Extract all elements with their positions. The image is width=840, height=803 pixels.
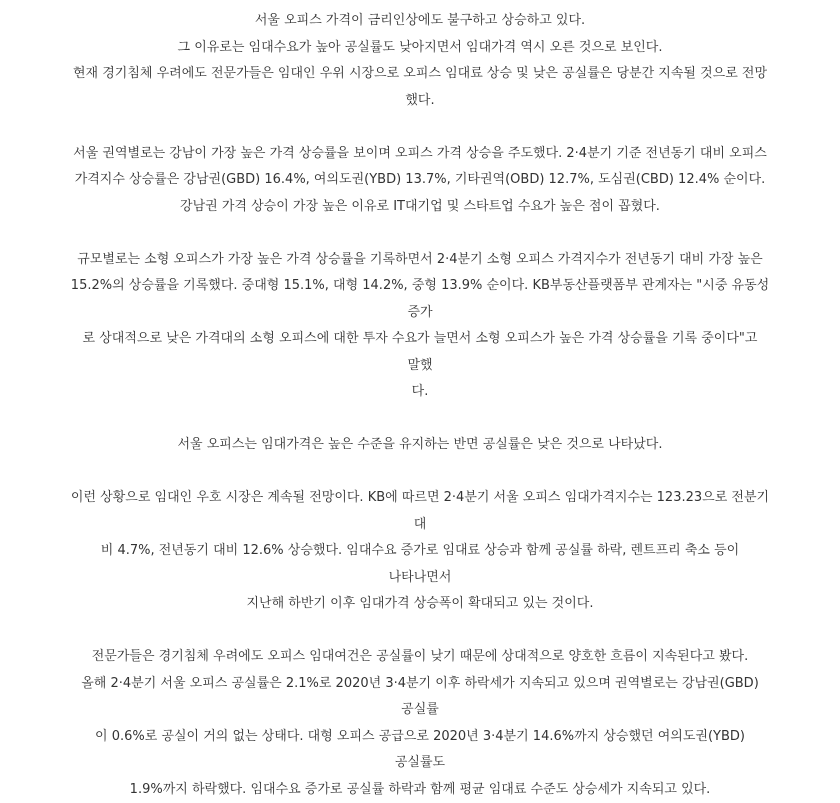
paragraph-gap — [70, 459, 770, 486]
article-line: 가격지수 상승률은 강남권(GBD) 16.4%, 여의도권(YBD) 13.7%, 기타권역(OBD) 12.7%, 도심권(CBD) 12.4% 순이다. — [70, 167, 770, 194]
article-line: 서울 오피스 가격이 금리인상에도 불구하고 상승하고 있다. — [70, 8, 770, 35]
article-line: 서울 오피스는 임대가격은 높은 수준을 유지하는 반면 공실률은 낮은 것으로 나타났다. — [70, 432, 770, 459]
article-line: 비 4.7%, 전년동기 대비 12.6% 상승했다. 임대수요 증가로 임대료 상승과 함께 공실률 하락, 렌트프리 축소 등이 나타나면서 — [70, 538, 770, 591]
paragraph-gap — [70, 618, 770, 645]
paragraph-gap — [70, 220, 770, 247]
article-line: 규모별로는 소형 오피스가 가장 높은 가격 상승률을 기록하면서 2·4분기 소형 오피스 가격지수가 전년동기 대비 가장 높은 — [70, 247, 770, 274]
paragraph-gap — [70, 114, 770, 141]
article-line: 15.2%의 상승률을 기록했다. 중대형 15.1%, 대형 14.2%, 중형 13.9% 순이다. KB부동산플랫폼부 관계자는 "시중 유동성 증가 — [70, 273, 770, 326]
article-body — [70, 8, 770, 803]
article-line: 1.9%까지 하락했다. 임대수요 증가로 공실률 하락과 함께 평균 임대료 수준도 상승세가 지속되고 있다. — [70, 777, 770, 803]
article-line: 이런 상황으로 임대인 우호 시장은 계속될 전망이다. KB에 따르면 2·4분기 서울 오피스 임대가격지수는 123.23으로 전분기 대 — [70, 485, 770, 538]
article-line: 강남권 가격 상승이 가장 높은 이유로 IT대기업 및 스타트업 수요가 높은 점이 꼽혔다. — [70, 194, 770, 221]
paragraph-gap — [70, 406, 770, 433]
article-line: 지난해 하반기 이후 임대가격 상승폭이 확대되고 있는 것이다. — [70, 591, 770, 618]
article-line: 서울 권역별로는 강남이 가장 높은 가격 상승률을 보이며 오피스 가격 상승을 주도했다. 2·4분기 기준 전년동기 대비 오피스 — [70, 141, 770, 168]
article-line: 현재 경기침체 우려에도 전문가들은 임대인 우위 시장으로 오피스 임대료 상승 및 낮은 공실률은 당분간 지속될 것으로 전망 — [70, 61, 770, 88]
article-line: 이 0.6%로 공실이 거의 없는 상태다. 대형 오피스 공급으로 2020년 3·4분기 14.6%까지 상승했던 여의도권(YBD) 공실률도 — [70, 724, 770, 777]
article-line: 로 상대적으로 낮은 가격대의 소형 오피스에 대한 투자 수요가 늘면서 소형 오피스가 높은 가격 상승률을 기록 중이다"고 말했 — [70, 326, 770, 379]
article-line: 올해 2·4분기 서울 오피스 공실률은 2.1%로 2020년 3·4분기 이후 하락세가 지속되고 있으며 권역별로는 강남권(GBD) 공실률 — [70, 671, 770, 724]
article-line: 그 이유로는 임대수요가 높아 공실률도 낮아지면서 임대가격 역시 오른 것으로 보인다. — [70, 35, 770, 62]
article-line: 전문가들은 경기침체 우려에도 오피스 임대여건은 공실률이 낮기 때문에 상대적으로 양호한 흐름이 지속된다고 봤다. — [70, 644, 770, 671]
article-line: 다. — [70, 379, 770, 406]
article-line: 했다. — [70, 88, 770, 115]
